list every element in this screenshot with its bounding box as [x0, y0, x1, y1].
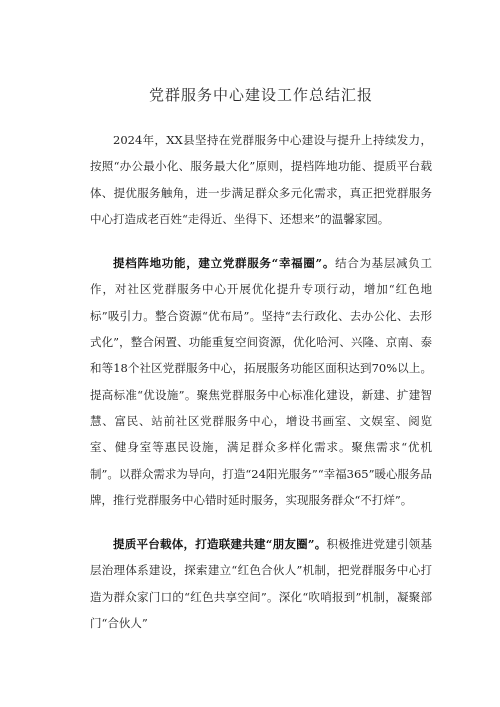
paragraph-platform-carrier — [90, 531, 432, 636]
paragraph-platform-carrier-heading: 提质平台载体，打造联建共建“朋友圈”。 — [113, 537, 327, 552]
document-title: 党群服务中心建设工作总结汇报 — [148, 86, 373, 104]
paragraph-position-function — [90, 250, 432, 513]
document-body — [90, 127, 432, 636]
paragraph-position-function-heading: 提档阵地功能，建立党群服务“幸福圈”。 — [113, 256, 336, 271]
paragraph-position-function-text: 结合为基层减负工作，对社区党群服务中心开展优化提升专项行动，增加“红色地标”吸引力。整合资源“优布局”。坚持“去行政化、去办公化、去形式化”，整合闲置、功能重复空间资源，优化哈河、兴隆、京南、泰和等18个社区党群服务中心，拓展服务功能区面积达到70%以上。提高标准“优设施”。聚焦党群服务中心标准化建设，新建、扩建智慧、富民、站前社区党群服务中心，增设书画室、文娱室、阅览室、健身室等惠民设施，满足群众多样化需求。聚焦需求“优机制”。以群众需求为导向，打造“24阳光服务”“幸福365”暖心服务品牌，推行党群服务中心错时延时服务，实现服务群众“不打烊”。 — [90, 256, 432, 507]
paragraph-intro — [90, 127, 432, 232]
paragraph-intro-text: 2024年，XX县坚持在党群服务中心建设与提升上持续发力，按照“办公最小化、服务最大化”原则，提档阵地功能、提质平台载体、提优服务触角，进一步满足群众多元化需求，真正把党群服务中心打造成老百姓“走得近、坐得下、还想来”的温馨家园。 — [90, 133, 432, 226]
paragraph-platform-carrier-text: 积极推进党建引领基层治理体系建设，探索建立“红色合伙人”机制，把党群服务中心打造为群众家门口的“红色共享空间”。深化“吹哨报到”机制，凝聚部门“合伙人” — [90, 537, 433, 631]
